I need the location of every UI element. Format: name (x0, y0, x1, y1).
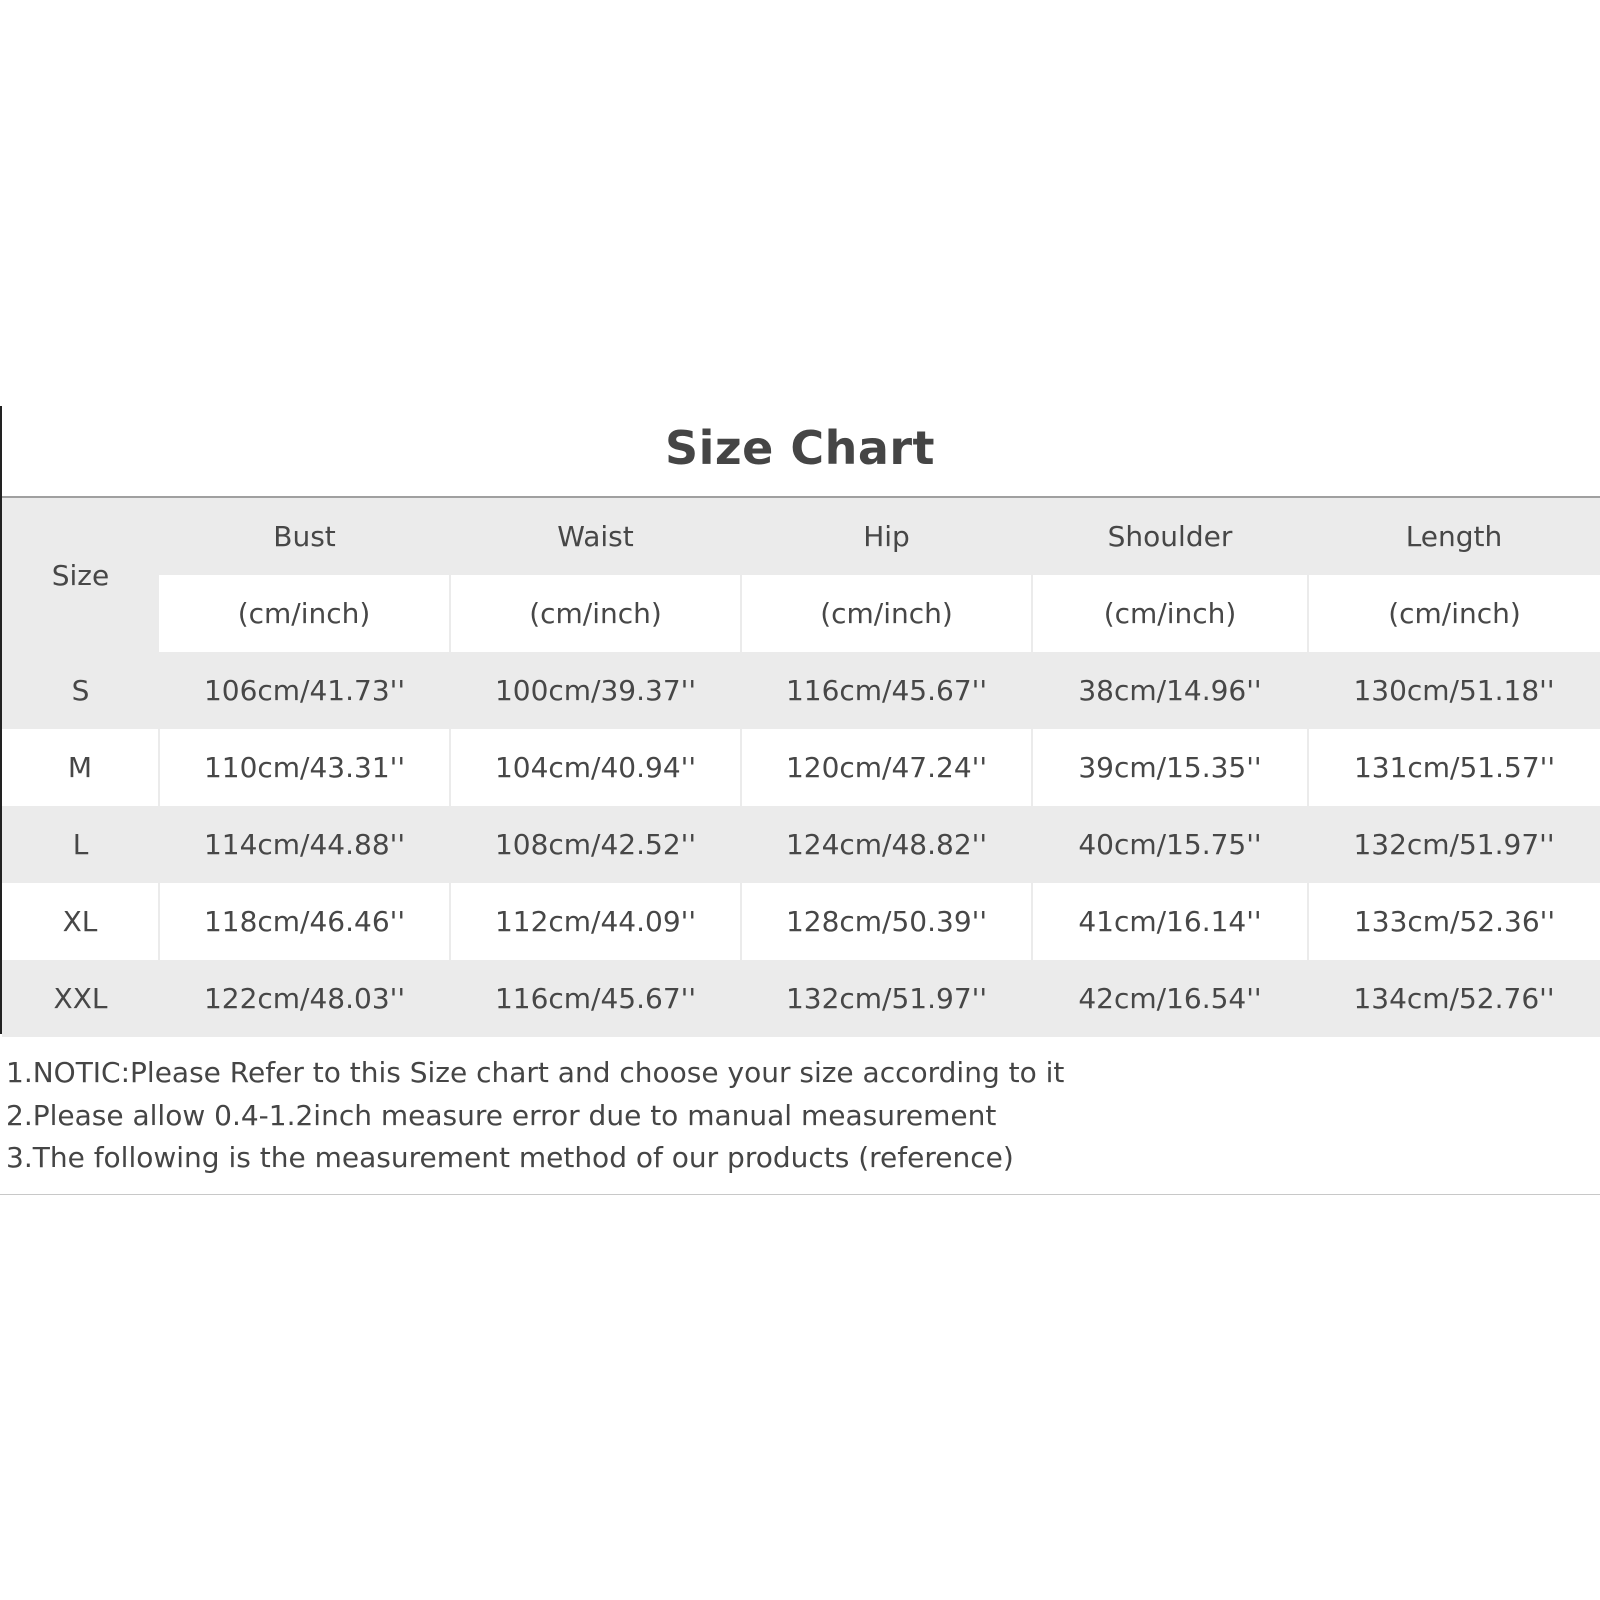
bust-value: 110cm/43.31'' (159, 729, 450, 806)
size-label: S (2, 652, 159, 729)
column-header-bust: Bust (159, 498, 450, 575)
table-row (2, 652, 1600, 729)
unit-label-hip: (cm/inch) (741, 575, 1032, 652)
table-header-row (2, 498, 1600, 575)
unit-label-length: (cm/inch) (1308, 575, 1600, 652)
shoulder-value: 40cm/15.75'' (1032, 806, 1308, 883)
units-row (2, 575, 1600, 652)
bust-value: 118cm/46.46'' (159, 883, 450, 960)
size-label: XXL (2, 960, 159, 1037)
size-label: M (2, 729, 159, 806)
size-label: L (2, 806, 159, 883)
table-row (2, 883, 1600, 960)
page-title: Size Chart (664, 421, 936, 475)
shoulder-value: 38cm/14.96'' (1032, 652, 1308, 729)
bottom-divider (0, 1194, 1600, 1195)
unit-label-waist: (cm/inch) (450, 575, 741, 652)
note-size-reference: 1.NOTIC:Please Refer to this Size chart and choose your size according to it (6, 1056, 1065, 1089)
unit-label-bust: (cm/inch) (159, 575, 450, 652)
note-measurement-method: 3.The following is the measurement method of our products (reference) (6, 1141, 1014, 1174)
hip-value: 132cm/51.97'' (741, 960, 1032, 1037)
hip-value: 120cm/47.24'' (741, 729, 1032, 806)
hip-value: 116cm/45.67'' (741, 652, 1032, 729)
size-chart-table (2, 498, 1600, 1037)
bust-value: 106cm/41.73'' (159, 652, 450, 729)
table-row (2, 806, 1600, 883)
note-measure-error: 2.Please allow 0.4-1.2inch measure error due to manual measurement (6, 1098, 997, 1132)
column-header-length: Length (1308, 498, 1600, 575)
waist-value: 116cm/45.67'' (450, 960, 741, 1037)
hip-value: 128cm/50.39'' (741, 883, 1032, 960)
waist-value: 100cm/39.37'' (450, 652, 741, 729)
waist-value: 112cm/44.09'' (450, 883, 741, 960)
column-header-hip: Hip (741, 498, 1032, 575)
unit-label-shoulder: (cm/inch) (1032, 575, 1308, 652)
table-row (2, 960, 1600, 1037)
shoulder-value: 41cm/16.14'' (1032, 883, 1308, 960)
column-header-waist: Waist (450, 498, 741, 575)
length-value: 134cm/52.76'' (1308, 960, 1600, 1037)
notes-section (6, 1052, 1586, 1180)
length-value: 131cm/51.57'' (1308, 729, 1600, 806)
table-row (2, 729, 1600, 806)
waist-value: 108cm/42.52'' (450, 806, 741, 883)
length-value: 130cm/51.18'' (1308, 652, 1600, 729)
length-value: 133cm/52.36'' (1308, 883, 1600, 960)
hip-value: 124cm/48.82'' (741, 806, 1032, 883)
size-column-header: Size (2, 498, 159, 652)
length-value: 132cm/51.97'' (1308, 806, 1600, 883)
size-label: XL (2, 883, 159, 960)
column-header-shoulder: Shoulder (1032, 498, 1308, 575)
shoulder-value: 42cm/16.54'' (1032, 960, 1308, 1037)
bust-value: 122cm/48.03'' (159, 960, 450, 1037)
waist-value: 104cm/40.94'' (450, 729, 741, 806)
bust-value: 114cm/44.88'' (159, 806, 450, 883)
shoulder-value: 39cm/15.35'' (1032, 729, 1308, 806)
